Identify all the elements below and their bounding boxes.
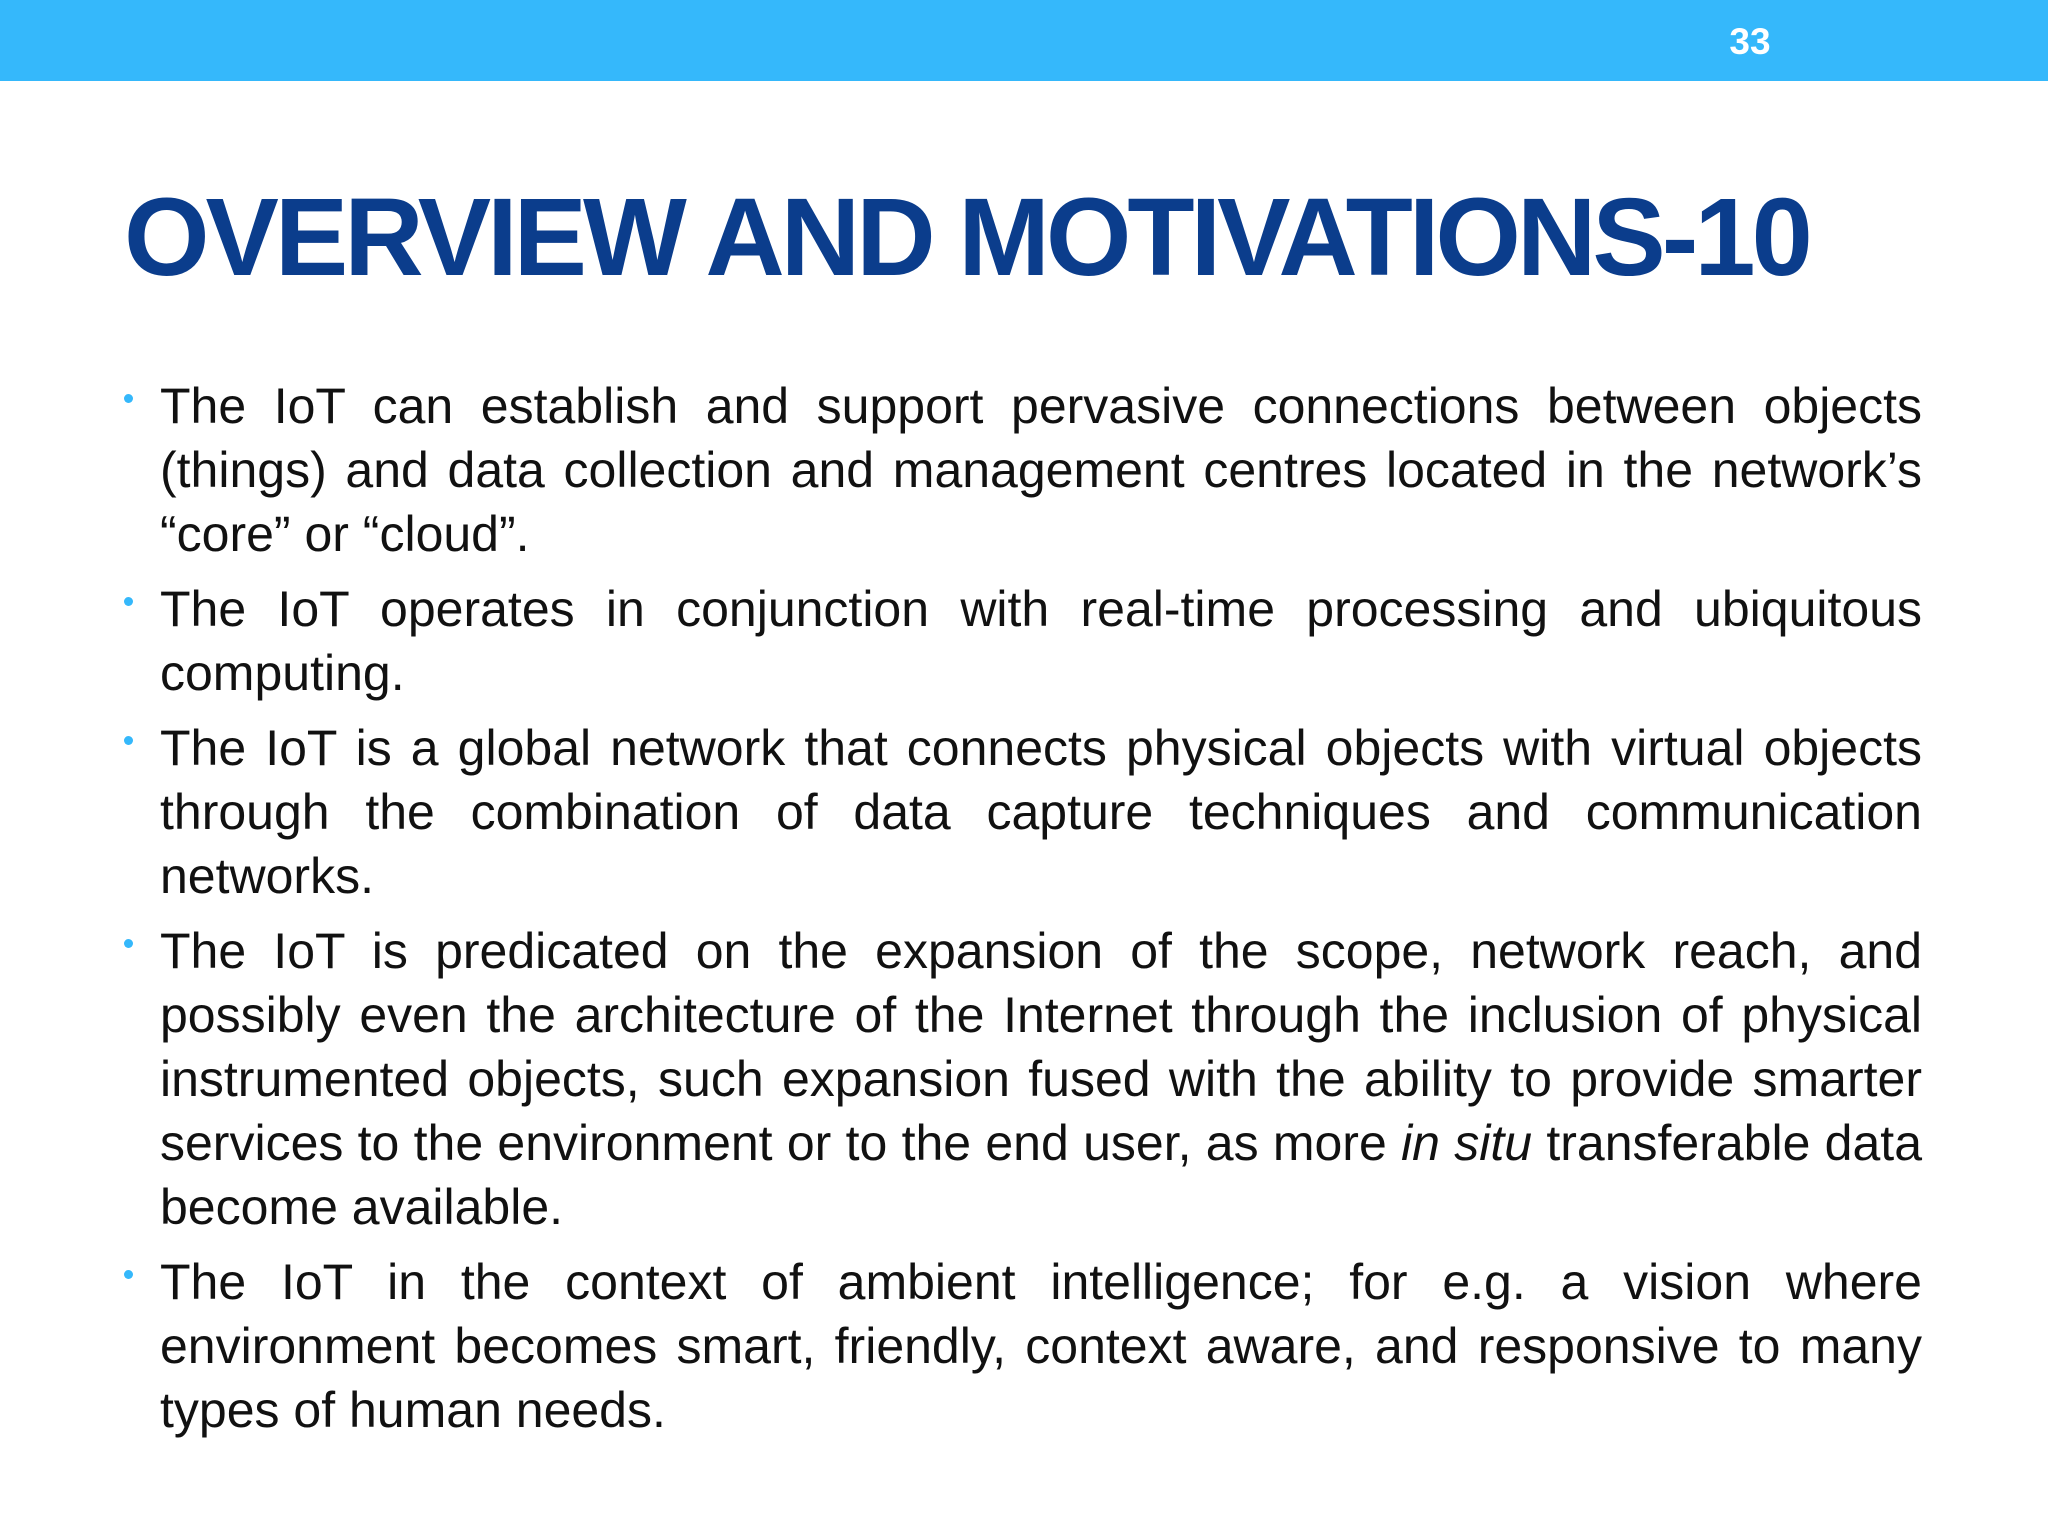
bullet-text-2: The IoT operates in conjunction with real-time processing and ubiquitous computing. <box>160 581 1922 701</box>
bullet-item-5 <box>160 1250 1922 1442</box>
page-number: 33 <box>1729 21 1771 62</box>
bullet-dot-icon <box>124 394 133 403</box>
slide-title: OVERVIEW AND MOTIVATIONS-10 <box>124 176 1809 299</box>
header-bar <box>0 0 2048 81</box>
bullet-text-4-before: The IoT is predicated on the expansion of the scope, network reach, and possibly even the architecture of the Internet through the inclusion of physical instrumented objects, such expansion fused with the ability to provide smarter services to the environment or to the end user, as more <box>160 923 1922 1171</box>
bullet-text-1: The IoT can establish and support pervasive connections between objects (things) and data collection and management centres located in the network’s “core” or “cloud”. <box>160 378 1922 562</box>
bullet-item-1 <box>160 374 1922 566</box>
bullet-item-4 <box>160 919 1922 1239</box>
bullet-text-4-italic: in situ <box>1401 1115 1533 1171</box>
bullet-dot-icon <box>124 736 133 745</box>
bullet-text-3: The IoT is a global network that connects physical objects with virtual objects through the combination of data capture techniques and communication networks. <box>160 720 1922 904</box>
bullet-item-3 <box>160 716 1922 908</box>
bullet-text-5: The IoT in the context of ambient intelligence; for e.g. a vision where environment becomes smart, friendly, context aware, and responsive to many types of human needs. <box>160 1254 1922 1438</box>
bullet-list <box>160 374 1922 1453</box>
bullet-text-4-after: transferable data become available. <box>160 1115 1922 1235</box>
bullet-item-2 <box>160 577 1922 705</box>
bullet-dot-icon <box>124 939 133 948</box>
bullet-dot-icon <box>124 1270 133 1279</box>
bullet-dot-icon <box>124 597 133 606</box>
